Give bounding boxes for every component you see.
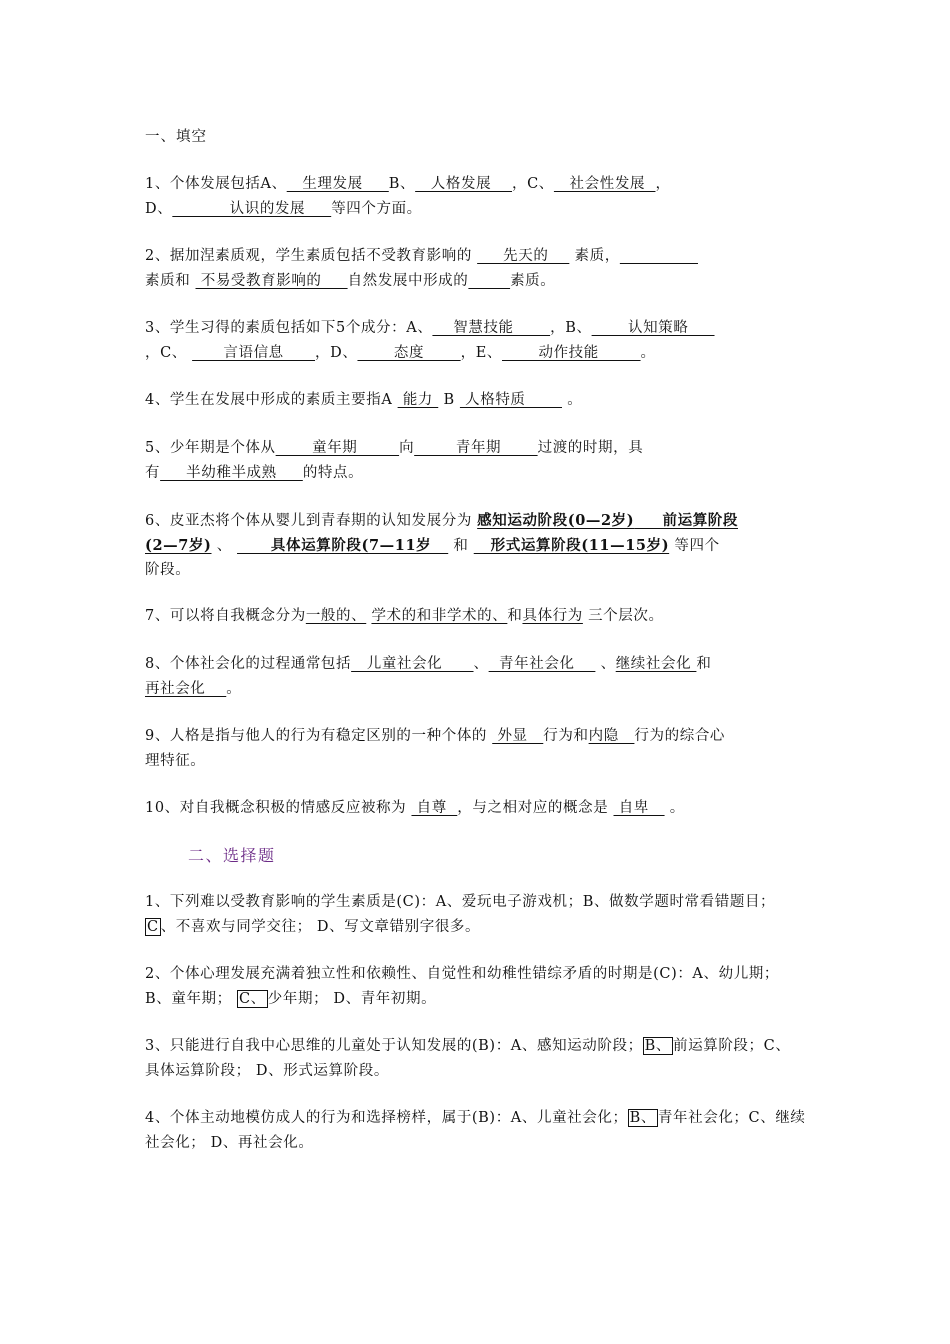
fill-question-7: 7、可以将自我概念分为一般的、 学术的和非学术的、和具体行为 三个层次。 xyxy=(145,608,664,624)
blank-answer: 青年社会化 xyxy=(488,656,596,672)
blank-answer: 半幼稚半成熟 xyxy=(160,465,303,481)
blank-answer: 感知运动阶段(0—2岁) xyxy=(477,512,635,529)
blank-answer: 青年期 xyxy=(414,440,538,456)
blank-answer: 能力 xyxy=(397,392,439,408)
section-heading-fill: 一、填空 xyxy=(145,129,207,145)
fill-question-10: 10、对自我概念积极的情感反应被称为 自尊 ，与之相对应的概念是 自卑 。 xyxy=(145,800,685,816)
section-heading-choice: 二、选择题 xyxy=(188,846,276,865)
choice-question-3: 3、只能进行自我中心思维的儿童处于认知发展的(B)：A、感知运动阶段； B、 前运算阶段；C、 具体运算阶段； D、形式运算阶段。 xyxy=(145,1038,791,1079)
blank-answer: 外显 xyxy=(492,728,544,744)
blank-answer: 不易受教育影响的 xyxy=(195,273,348,289)
blank-answer: 社会性发展 xyxy=(553,176,656,192)
blank-answer: 生理发展 xyxy=(286,176,389,192)
blank-answer: 先天的 xyxy=(477,248,570,264)
blank-answer: 认识的发展 xyxy=(172,201,332,217)
fill-question-1: 1、个体发展包括A、 生理发展 B、 人格发展 ，C、 社会性发展 ， D、 认识的发展 等四个方面。 xyxy=(145,176,671,217)
fill-question-6: 6、皮亚杰将个体从婴儿到青春期的认知发展分为 感知运动阶段(0—2岁) 前运算阶段 (2—7岁) 、 具体运算阶段(7—11岁 和 形式运算阶段(11—15岁) 等四个 阶段。 xyxy=(145,512,738,578)
fill-question-8: 8、个体社会化的过程通常包括 儿童社会化 、 青年社会化 、继续社会化 和 再社会化 。 xyxy=(145,656,712,697)
blank-answer: 童年期 xyxy=(275,440,400,456)
fill-question-3: 3、学生习得的素质包括如下5个成分：A、 智慧技能 ，B、 认知策略 ，C、 言语信息 ，D、 态度 ，E、 动作技能 。 xyxy=(145,320,715,361)
blank-answer: 内隐 xyxy=(588,728,635,744)
blank-answer: 言语信息 xyxy=(192,345,316,361)
choice-question-1: 1、下列难以受教育影响的学生素质是(C)：A、爱玩电子游戏机；B、做数学题时常看错题目； C 、不喜欢与同学交往； D、写文章错别字很多。 xyxy=(145,894,776,935)
answer-box: B、 xyxy=(644,1038,672,1054)
blank-answer: 动作技能 xyxy=(502,345,641,361)
choice-question-2: 2、个体心理发展充满着独立性和依赖性、自觉性和幼稚性错综矛盾的时期是(C)：A、幼儿期； B、童年期； C、 少年期； D、青年初期。 xyxy=(145,966,780,1007)
blank-answer: 态度 xyxy=(357,345,461,361)
blank-answer xyxy=(468,273,510,289)
blank-answer: 具体运算阶段(7—11岁 xyxy=(237,537,449,554)
blank-answer: 学术的和非学术的、 xyxy=(371,608,508,624)
fill-question-2: 2、据加涅素质观，学生素质包括不受教育影响的 先天的 素质， 素质和 不易受教育影响的 自然发展中形成的 素质。 xyxy=(145,244,810,294)
blank-answer: 形式运算阶段(11—15岁) xyxy=(473,537,670,554)
blank-answer: 人格发展 xyxy=(415,176,513,192)
blank-answer: 认知策略 xyxy=(591,320,715,336)
blank-answer: 人格特质 xyxy=(459,392,562,408)
answer-box: C、 xyxy=(238,991,266,1007)
answer-box: B、 xyxy=(629,1110,656,1126)
blank-answer: 再社会化 xyxy=(145,681,227,697)
blank-answer xyxy=(620,248,698,264)
blank-answer: 自卑 xyxy=(613,800,665,816)
blank-answer: 前运算阶段 xyxy=(634,512,738,529)
answer-box: C xyxy=(147,919,159,935)
blank-answer: 继续社会化 xyxy=(615,656,697,672)
blank-answer: 儿童社会化 xyxy=(351,656,474,672)
choice-question-4: 4、个体主动地模仿成人的行为和选择榜样，属于(B)：A、儿童社会化； B、 青年社会化；C、继续 社会化； D、再社会化。 xyxy=(145,1110,806,1151)
blank-answer: 一般的、 xyxy=(305,608,367,624)
blank-answer: 智慧技能 xyxy=(432,320,551,336)
fill-question-9: 9、人格是指与他人的行为有稳定区别的一种个体的 外显 行为和内隐 行为的综合心 理特征。 xyxy=(145,728,726,769)
fill-question-4: 4、学生在发展中形成的素质主要指A 能力 B 人格特质 。 xyxy=(145,392,583,408)
blank-answer: (2—7岁) xyxy=(145,537,212,554)
blank-answer: 具体行为 xyxy=(522,608,583,624)
fill-question-5: 5、少年期是个体从 童年期 向 青年期 过渡的时期，具 有 半幼稚半成熟 的特点。 xyxy=(145,440,644,481)
blank-answer: 自尊 xyxy=(411,800,458,816)
